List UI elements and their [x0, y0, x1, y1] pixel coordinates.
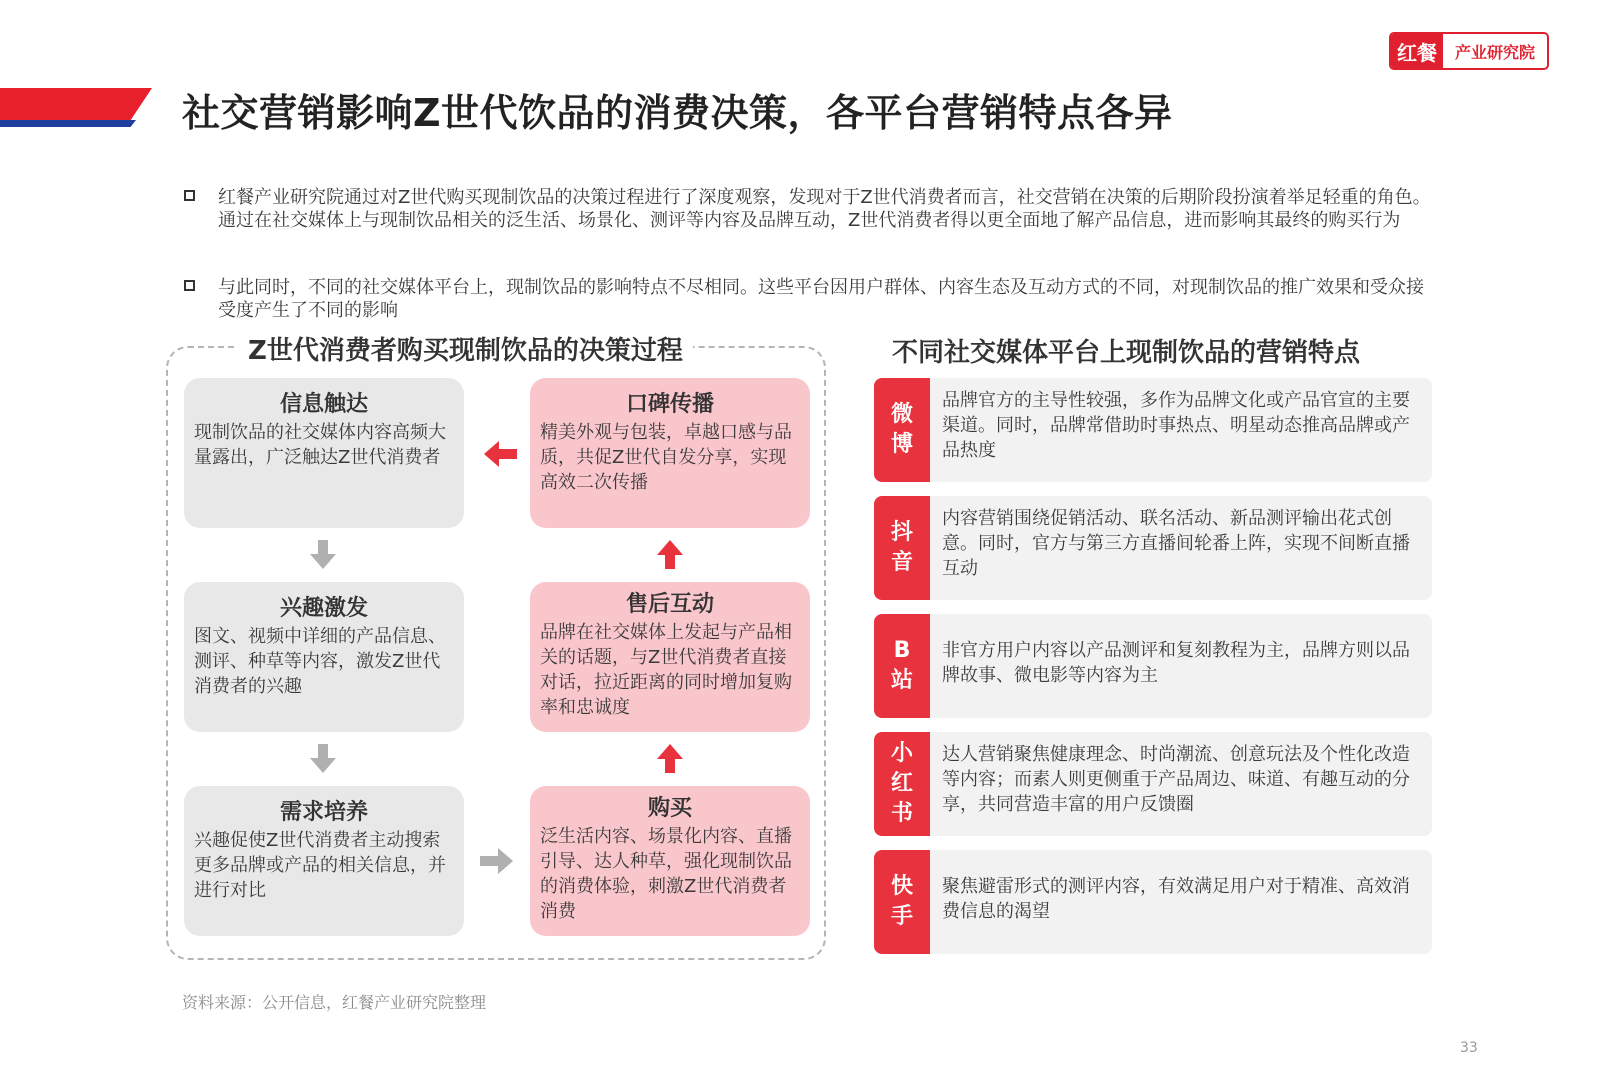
flow-card-title: 信息触达: [279, 392, 368, 417]
arrow-down-icon: [309, 540, 337, 570]
platform-description: 聚焦避雷形式的测评内容，有效满足用户对于精准、高效消费信息的渴望: [930, 850, 1432, 954]
platform-row-douyin: [874, 496, 1432, 600]
flow-card-title: 需求培养: [279, 800, 368, 825]
flow-card-body: 兴趣促使Z世代消费者主动搜索更多品牌或产品的相关信息，并进行对比: [194, 830, 446, 901]
platform-tag: 小红书: [874, 732, 930, 836]
bullet-text: 与此同时，不同的社交媒体平台上，现制饮品的影响特点不尽相同。这些平台因用户群体、内容生态及互动方式的不同，对现制饮品的推广效果和受众接受度产生了不同的影响: [218, 277, 1424, 321]
flow-card-body: 图文、视频中详细的产品信息、测评、种草等内容，激发Z世代消费者的兴趣: [194, 626, 446, 697]
flow-card-body: 泛生活内容、场景化内容、直播引导、达人种草，强化现制饮品的消费体验，刺激Z世代消费者消费: [540, 826, 792, 922]
arrow-up-icon: [656, 744, 684, 774]
flow-card-body: 精美外观与包装，卓越口感与品质，共促Z世代自发分享，实现高效二次传播: [540, 422, 792, 493]
platform-row-xiaohongshu: [874, 732, 1432, 836]
bullet-item: [184, 276, 1434, 322]
bullet-square-icon: [184, 280, 195, 291]
flow-card-body: 品牌在社交媒体上发起与产品相关的话题，与Z世代消费者直接对话，拉近距离的同时增加复购率和忠诚度: [540, 622, 792, 718]
page-number: 33: [1460, 1040, 1478, 1056]
flow-card-title: 兴趣激发: [279, 596, 368, 621]
flow-card-purchase: [530, 786, 810, 936]
page-title: 社交营销影响Z世代饮品的消费决策，各平台营销特点各异: [182, 91, 1173, 135]
bullet-square-icon: [184, 190, 195, 201]
platform-description: 内容营销围绕促销活动、联名活动、新品测评输出花式创意。同时，官方与第三方直播间轮番上阵，实现不间断直播互动: [930, 496, 1432, 600]
arrow-up-icon: [656, 540, 684, 570]
source-note: 资料来源：公开信息，红餐产业研究院整理: [182, 993, 487, 1012]
flow-card-word-of-mouth: [530, 378, 810, 528]
flow-card-info-reach: [184, 378, 464, 528]
bullet-text: 红餐产业研究院通过对Z世代购买现制饮品的决策过程进行了深度观察，发现对于Z世代消费者而言，社交营销在决策的后期阶段扮演着举足轻重的角色。通过在社交媒体上与现制饮品相关的泛生活、场景化、测评等内容及品牌互动，Z世代消费者得以更全面地了解产品信息，进而影响其最终的购买行为: [218, 187, 1431, 231]
flow-card-after-sale: [530, 582, 810, 732]
platforms-title: 不同社交媒体平台上现制饮品的营销特点: [892, 332, 1360, 369]
platform-description: 达人营销聚焦健康理念、时尚潮流、创意玩法及个性化改造等内容；而素人则更侧重于产品周边、味道、有趣互动的分享，共同营造丰富的用户反馈圈: [930, 732, 1432, 836]
platform-tag: 抖音: [874, 496, 930, 600]
bullet-item: [184, 186, 1434, 232]
arrow-right-icon: [480, 847, 514, 875]
platform-row-kuaishou: [874, 850, 1432, 954]
flow-card-title: 购买: [647, 796, 692, 821]
logo-brand-text: 红餐: [1391, 34, 1443, 68]
arrow-left-icon: [484, 440, 518, 468]
title-ribbon-blue: [0, 120, 136, 127]
platform-tag: 微博: [874, 378, 930, 482]
logo-institute-text: 产业研究院: [1454, 42, 1535, 62]
platform-description: 非官方用户内容以产品测评和复刻教程为主，品牌方则以品牌故事、微电影等内容为主: [930, 614, 1432, 718]
title-ribbon-red: [0, 88, 152, 120]
flow-card-title: 口碑传播: [625, 392, 714, 417]
platform-tag: 快手: [874, 850, 930, 954]
flow-card-title: 售后互动: [625, 592, 714, 617]
platform-row-weibo: [874, 378, 1432, 482]
platform-tag: B站: [874, 614, 930, 718]
flow-card-body: 现制饮品的社交媒体内容高频大量露出，广泛触达Z世代消费者: [194, 422, 446, 468]
arrow-down-icon: [309, 744, 337, 774]
decision-flow-title: Z世代消费者购买现制饮品的决策过程: [238, 330, 693, 367]
platform-row-bilibili: [874, 614, 1432, 718]
flow-card-demand: [184, 786, 464, 936]
brand-logo: [1389, 32, 1549, 70]
flow-card-interest: [184, 582, 464, 732]
platform-description: 品牌官方的主导性较强，多作为品牌文化或产品官宣的主要渠道。同时，品牌常借助时事热点、明星动态推高品牌或产品热度: [930, 378, 1432, 482]
